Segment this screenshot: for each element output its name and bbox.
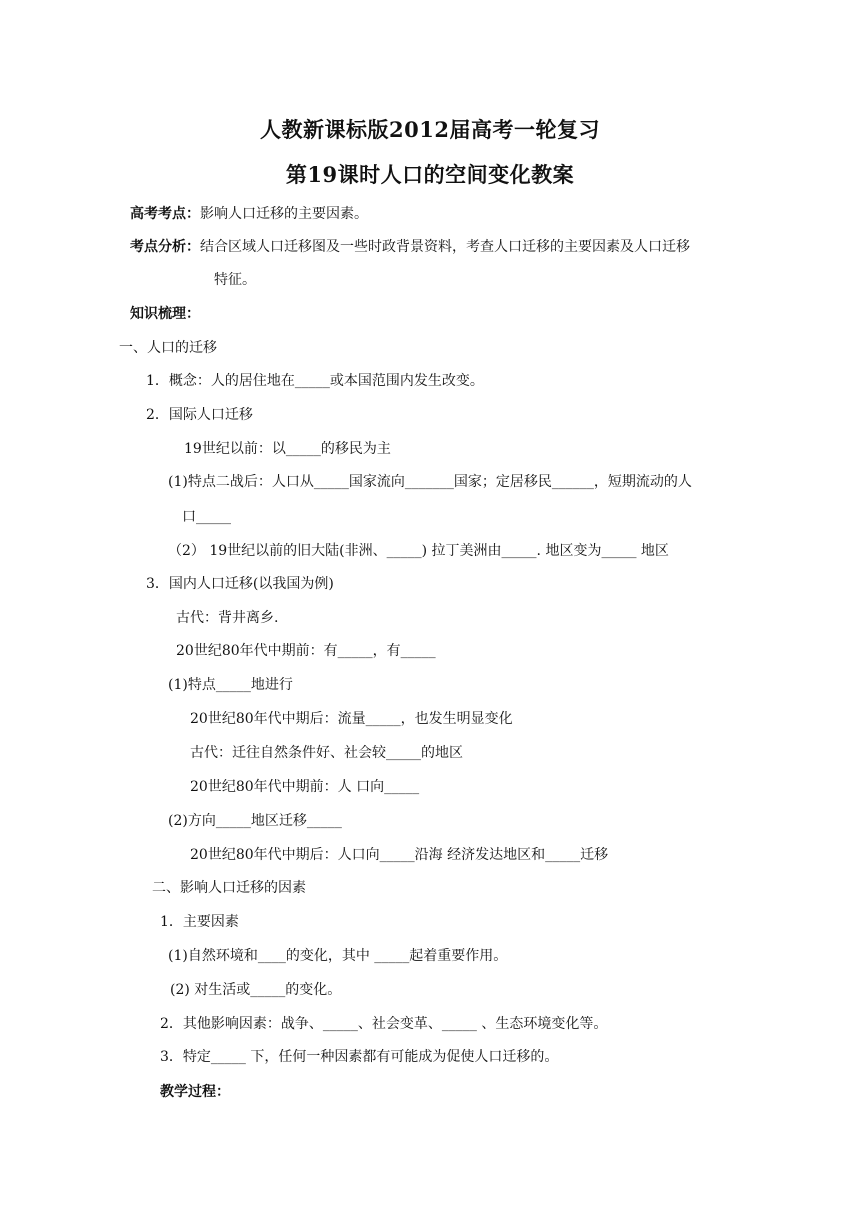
exam-point-line [130, 204, 368, 224]
text-line: （2） 19世纪以前的旧大陆(非洲、_____) 拉丁美洲由_____. 地区变为_____ 地区 [168, 543, 669, 559]
text-line: 2．其他影响因素：战争、_____、社会变革、_____ 、生态环境变化等。 [160, 1016, 608, 1032]
text-line: (1)特点二战后：人口从_____国家流向_______国家；定居移民______，短期流动的人 [168, 474, 692, 490]
analysis-text-2: 特征。 [214, 272, 256, 288]
text-line: 20世纪80年代中期后：流量_____，也发生明显变化 [190, 711, 513, 727]
text-line: 1．主要因素 [160, 914, 239, 930]
exam-point-text: 影响人口迁移的主要因素。 [200, 206, 368, 222]
text-line: (1)特点_____地进行 [168, 677, 293, 693]
document-title-line-1: 人教新课标版2012届高考一轮复习 [260, 117, 600, 142]
exam-point-label: 高考考点： [130, 206, 200, 222]
text-line: 19世纪以前：以_____的移民为主 [184, 441, 391, 457]
teaching-label: 教学过程： [160, 1084, 230, 1100]
text-line: 口_____ [182, 509, 231, 525]
text-line: 古代：背井离乡. [176, 610, 279, 626]
text-line: 20世纪80年代中期后：人口向_____沿海 经济发达地区和_____迁移 [190, 847, 609, 863]
text-line: 古代：迁往自然条件好、社会较_____的地区 [190, 745, 463, 761]
text-line: 3．特定_____ 下，任何一种因素都有可能成为促使人口迁移的。 [160, 1049, 559, 1065]
text-line: 2．国际人口迁移 [146, 407, 253, 423]
analysis-line [130, 237, 690, 257]
text-line: 3．国内人口迁移(以我国为例) [146, 576, 334, 592]
section-heading: 一、人口的迁移 [119, 340, 217, 356]
section-heading: 二、影响人口迁移的因素 [152, 880, 306, 896]
text-line: (1)自然环境和____的变化，其中 _____起着重要作用。 [168, 948, 508, 964]
knowledge-label: 知识梳理： [130, 306, 200, 322]
text-line: 20世纪80年代中期前：有_____，有_____ [176, 643, 436, 659]
document-title-line-2: 第19课时人口的空间变化教案 [285, 162, 575, 187]
text-line: 20世纪80年代中期前：人 口向_____ [190, 779, 420, 795]
text-line: (2)方向_____地区迁移_____ [168, 813, 342, 829]
text-line: (2) 对生活或_____的变化。 [170, 982, 342, 998]
analysis-label: 考点分析： [130, 239, 200, 255]
analysis-text-1: 结合区域人口迁移图及一些时政背景资料，考查人口迁移的主要因素及人口迁移 [200, 239, 690, 255]
text-line: 1．概念：人的居住地在_____或本国范围内发生改变。 [146, 373, 484, 389]
